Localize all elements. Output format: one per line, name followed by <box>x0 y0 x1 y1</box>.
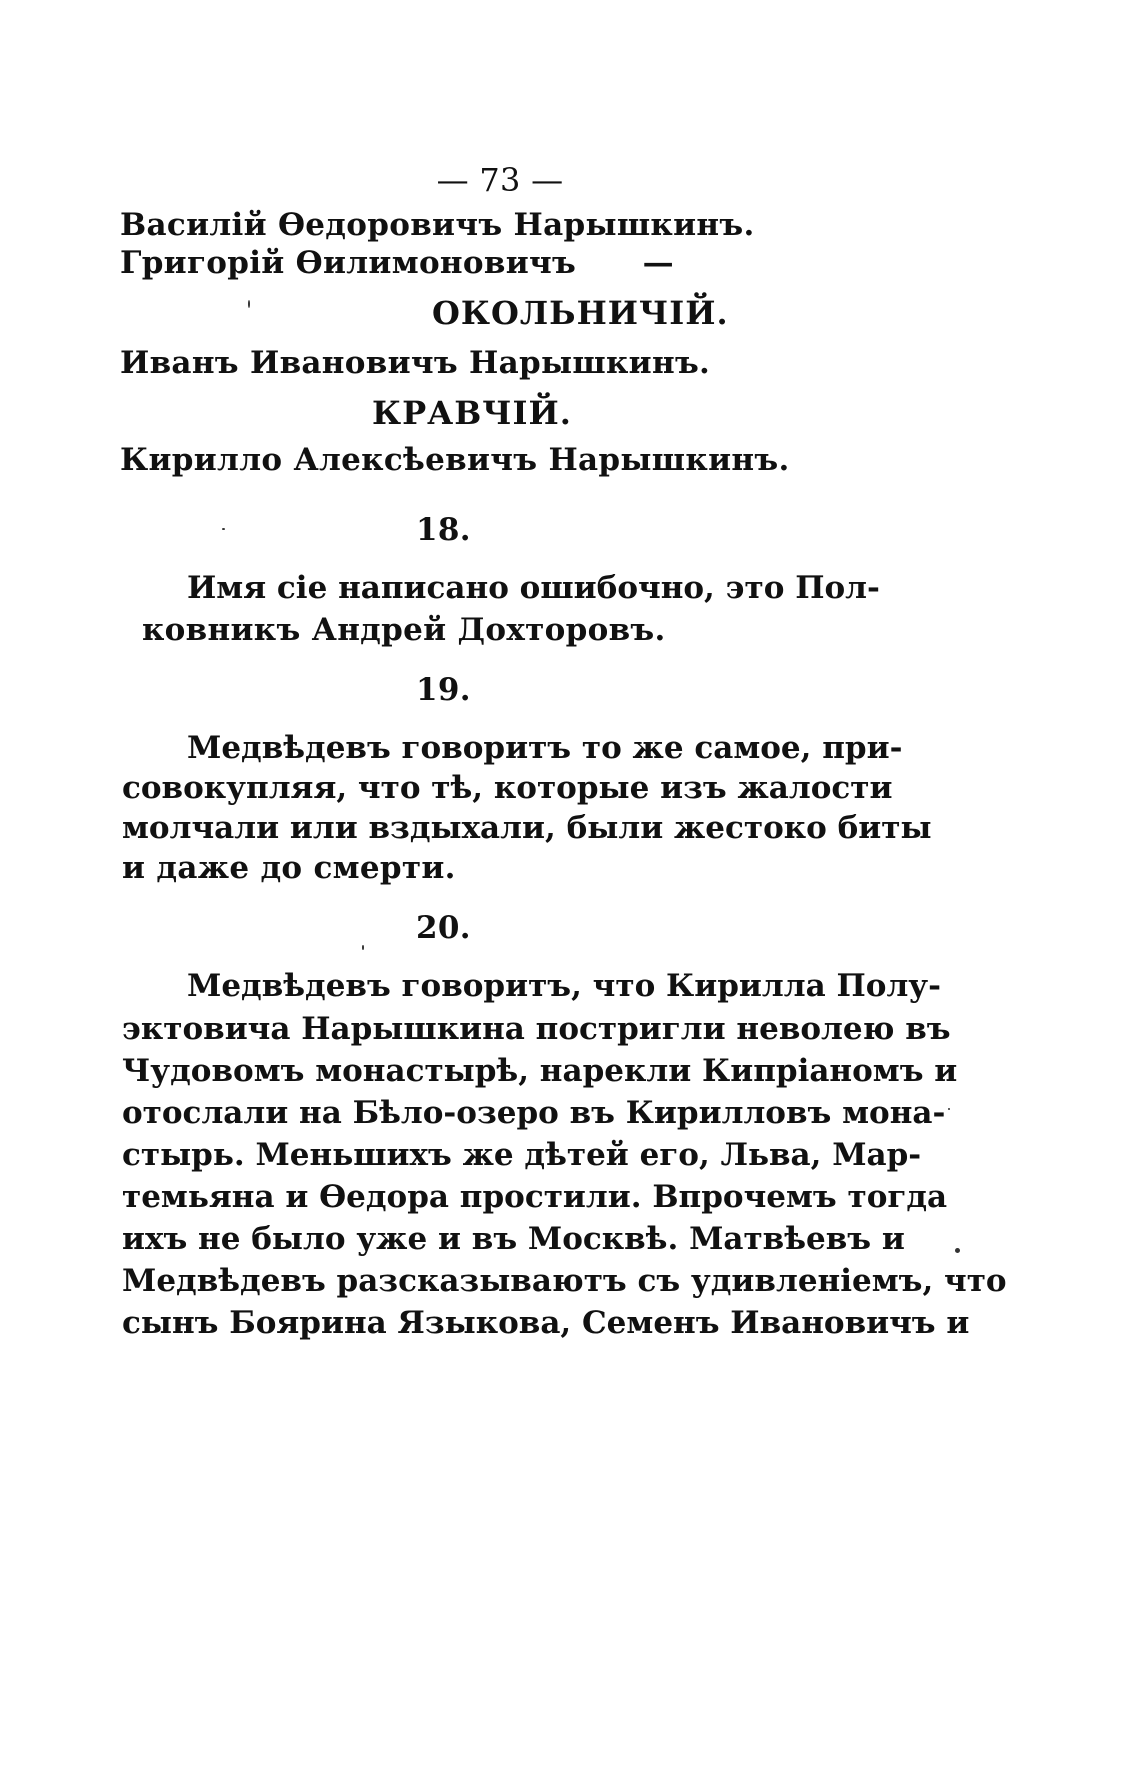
paragraph-line: сынъ Боярина Языкова, Семенъ Ивановичъ и <box>122 1305 970 1341</box>
note-number: 19. <box>416 672 471 708</box>
section-heading: КРАВЧІЙ. <box>372 394 572 432</box>
person-line: Василій Өедоровичъ Нарышкинъ. <box>120 207 755 243</box>
paragraph-line: эктовича Нарышкина постригли неволею въ <box>122 1011 951 1047</box>
scan-speck <box>948 1108 950 1110</box>
paragraph-line: Медвѣдевъ говоритъ то же самое, при- <box>187 730 903 766</box>
paragraph-line: стырь. Меньшихъ же дѣтей его, Льва, Мар- <box>122 1137 922 1173</box>
person-line: Григорій Өилимоновичъ — <box>120 245 674 281</box>
section-heading: ОКОЛЬНИЧІЙ. <box>432 294 729 332</box>
paragraph-line: и даже до смерти. <box>122 850 456 886</box>
paragraph-line: Медвѣдевъ разсказываютъ съ удивленіемъ, что <box>122 1263 1007 1299</box>
note-number: 20. <box>416 910 471 946</box>
scan-speck <box>362 945 364 950</box>
person-line: Кирилло Алексѣевичъ Нарышкинъ. <box>120 442 790 478</box>
paragraph-line: ковникъ Андрей Дохторовъ. <box>142 612 666 648</box>
note-number: 18. <box>416 512 471 548</box>
paragraph-line: Чудовомъ монастырѣ, нарекли Кипріаномъ и <box>122 1053 958 1089</box>
scan-speck <box>222 528 225 530</box>
paragraph-line: совокупляя, что тѣ, которые изъ жалости <box>122 770 893 806</box>
paragraph-line: ихъ не было уже и въ Москвѣ. Матвѣевъ и <box>122 1221 905 1257</box>
page-number: — 73 — <box>436 161 564 199</box>
person-line: Иванъ Ивановичъ Нарышкинъ. <box>120 345 711 381</box>
paragraph-line: Медвѣдевъ говоритъ, что Кирилла Полу- <box>187 968 942 1004</box>
paragraph-line: отослали на Бѣло-озеро въ Кирилловъ мона- <box>122 1095 946 1131</box>
scan-speck <box>955 1248 960 1253</box>
paragraph-line: Имя сіе написано ошибочно, это Пол- <box>187 570 880 606</box>
scan-speck <box>248 300 250 308</box>
paragraph-line: молчали или вздыхали, были жестоко биты <box>122 810 932 846</box>
paragraph-line: темьяна и Өедора простили. Впрочемъ тогда <box>122 1179 948 1215</box>
